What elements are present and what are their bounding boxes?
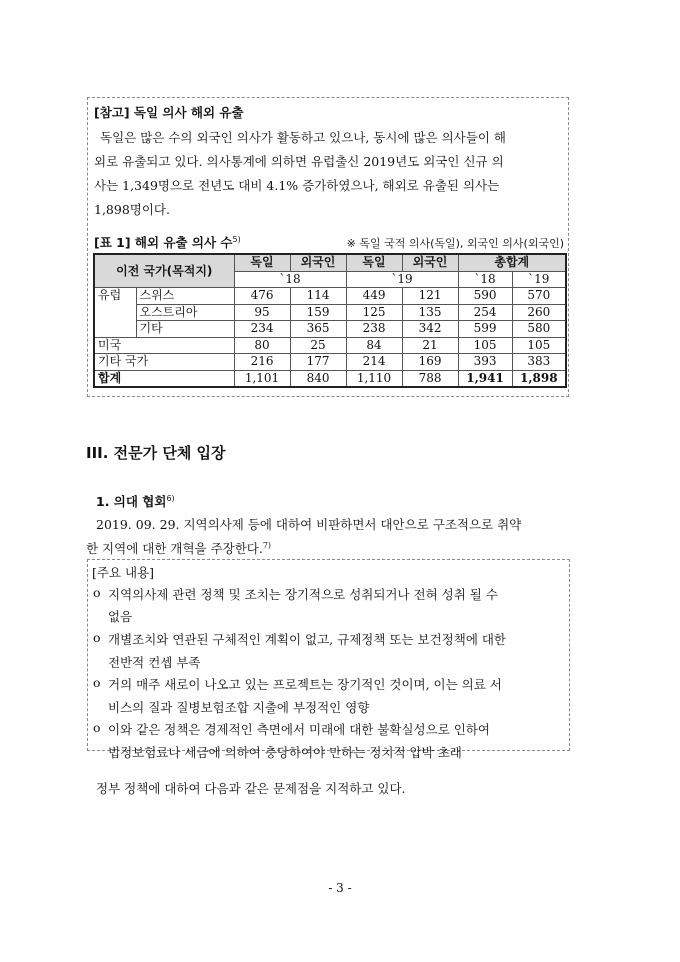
reference-line: 1,898명이다. <box>94 202 170 217</box>
cell: 95 <box>234 304 290 321</box>
subsection-heading-text: 1. 의대 협회 <box>96 494 167 509</box>
cell: 580 <box>512 321 566 338</box>
cell: 383 <box>512 354 566 371</box>
table-row-total <box>94 370 566 387</box>
header-germany-19: 독일 <box>346 254 402 271</box>
subsection-heading <box>96 492 175 510</box>
intro-line <box>86 539 271 557</box>
table-row <box>94 288 566 305</box>
cell: 238 <box>346 321 402 338</box>
table-note: ※ 독일 국적 의사(독일), 외국인 의사(외국인) <box>346 237 564 250</box>
row-label: 미국 <box>94 337 234 354</box>
cell: 476 <box>234 288 290 305</box>
cell: 105 <box>512 337 566 354</box>
bullet: o <box>93 630 101 645</box>
bullet: o <box>93 720 101 735</box>
cell: 80 <box>234 337 290 354</box>
intro-line: 2019. 09. 29. 지역의사제 등에 대하여 비판하면서 대안으로 구조적으로 취약 <box>96 517 522 532</box>
reference-line: 사는 1,349명으로 전년도 대비 4.1% 증가하였으나, 해외로 유출된 의사는 <box>94 178 500 193</box>
header-year: `18 <box>458 271 512 288</box>
cell: 125 <box>346 304 402 321</box>
cell: 449 <box>346 288 402 305</box>
main-point-line: 법정보험료나 세금에 의하여 충당하여야 만하는 정치적 압박 초래 <box>108 745 462 760</box>
table-row <box>94 304 566 321</box>
cell: 788 <box>402 370 458 387</box>
cell: 214 <box>346 354 402 371</box>
cell: 216 <box>234 354 290 371</box>
header-total: 총합계 <box>458 254 566 271</box>
row-label: 스위스 <box>136 288 234 305</box>
cell: 393 <box>458 354 512 371</box>
section-heading: III. 전문가 단체 입장 <box>86 444 226 462</box>
reference-line: 외로 유출되고 있다. 의사통계에 의하면 유럽출신 2019년도 외국인 신규 의 <box>94 154 504 169</box>
cell: 840 <box>290 370 346 387</box>
cell: 1,101 <box>234 370 290 387</box>
cell: 234 <box>234 321 290 338</box>
main-point-line: 비스의 질과 질병보험조합 지출에 부정적인 영향 <box>108 700 370 715</box>
table-row <box>94 354 566 371</box>
footnote-marker: 6) <box>166 493 175 503</box>
cell: 365 <box>290 321 346 338</box>
closing-text: 정부 정책에 대하여 다음과 같은 문제점을 지적하고 있다. <box>96 781 406 796</box>
main-point-line: 거의 매주 새로이 나오고 있는 프로젝트는 장기적인 것이며, 이는 의료 서 <box>108 677 502 692</box>
table-caption <box>94 233 241 251</box>
bullet: o <box>93 675 101 690</box>
cell: 105 <box>458 337 512 354</box>
cell: 342 <box>402 321 458 338</box>
cell: 177 <box>290 354 346 371</box>
row-label: 기타 국가 <box>94 354 234 371</box>
cell: 169 <box>402 354 458 371</box>
reference-line: 독일은 많은 수의 외국인 의사가 활동하고 있으나, 동시에 많은 의사들이 해 <box>100 130 506 145</box>
intro-line-text: 한 지역에 대한 개혁을 주장한다. <box>86 541 263 556</box>
cell: 570 <box>512 288 566 305</box>
outflow-table <box>93 253 567 388</box>
header-year: `19 <box>346 271 458 288</box>
header-foreign-18: 외국인 <box>290 254 346 271</box>
row-label: 오스트리아 <box>136 304 234 321</box>
cell: 1,898 <box>512 370 566 387</box>
cell: 260 <box>512 304 566 321</box>
cell: 590 <box>458 288 512 305</box>
page-number: - 3 - <box>328 881 352 895</box>
cell: 84 <box>346 337 402 354</box>
footnote-marker: 7) <box>262 540 272 550</box>
cell: 254 <box>458 304 512 321</box>
main-point-line: 없음 <box>108 609 133 624</box>
cell: 1,941 <box>458 370 512 387</box>
table-row <box>94 337 566 354</box>
bullet: o <box>93 585 101 600</box>
cell: 25 <box>290 337 346 354</box>
header-foreign-19: 외국인 <box>402 254 458 271</box>
table-row <box>94 321 566 338</box>
header-year: `19 <box>512 271 566 288</box>
row-label: 기타 <box>136 321 234 338</box>
main-points-title: [주요 내용] <box>92 565 155 580</box>
row-group-label: 유럽 <box>94 288 136 338</box>
main-point-line: 개별조치와 연관된 구체적인 계획이 없고, 규제정책 또는 보건정책에 대한 <box>108 632 507 647</box>
cell: 135 <box>402 304 458 321</box>
reference-title: [참고] 독일 의사 해외 유출 <box>94 105 244 120</box>
footnote-marker: 5) <box>232 234 241 244</box>
main-point-line: 전반적 컨셉 부족 <box>108 655 201 670</box>
main-point-line: 이와 같은 정책은 경제적인 측면에서 미래에 대한 불확실성으로 인하여 <box>108 722 490 737</box>
table-caption-text: [표 1] 해외 유출 의사 수 <box>94 235 233 250</box>
cell: 21 <box>402 337 458 354</box>
cell: 114 <box>290 288 346 305</box>
header-year: `18 <box>234 271 346 288</box>
cell: 121 <box>402 288 458 305</box>
header-destination: 이전 국가(목적지) <box>94 254 234 288</box>
row-label: 합계 <box>94 370 234 387</box>
cell: 1,110 <box>346 370 402 387</box>
header-germany-18: 독일 <box>234 254 290 271</box>
cell: 159 <box>290 304 346 321</box>
cell: 599 <box>458 321 512 338</box>
main-point-line: 지역의사제 관련 정책 및 조치는 장기적으로 성취되거나 전혀 성취 될 수 <box>108 587 498 602</box>
